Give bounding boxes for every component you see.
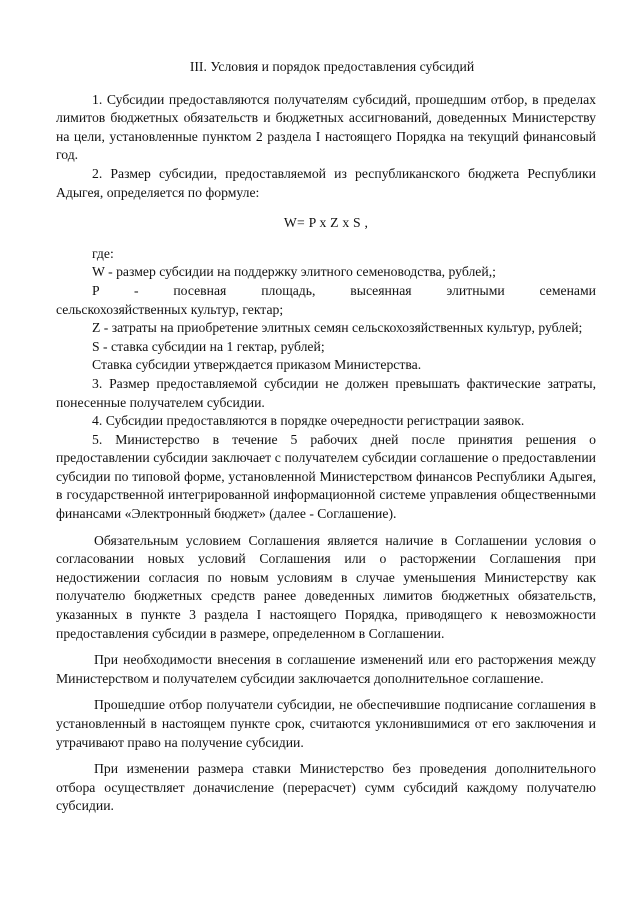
paragraph-4: 4. Субсидии предоставляются в порядке очередности регистрации заявок. — [92, 413, 525, 429]
paragraph-7: При необходимости внесения в соглашение изменений или его расторжения между Министерством и получателем субсидии заключается дополнительное соглашение. — [56, 652, 596, 686]
definition-p-line-2: сельскохозяйственных культур, гектар; — [56, 301, 284, 317]
paragraph-1: 1. Субсидии предоставляются получателям субсидий, прошедшим отбор, в пределах лимитов бюджетных обязательств и бюджетных ассигнований, доведенных Министерству на цели, установленные пунктом 2 раздела I настоящего Порядка на текущий финансовый год. — [56, 91, 596, 163]
definition-w: W - размер субсидии на поддержку элитного семеноводства, рублей,; — [92, 264, 496, 280]
paragraph-2: 2. Размер субсидии, предоставляемой из республиканского бюджета Республики Адыгея, определяется по формуле: — [56, 165, 596, 200]
rate-note: Ставка субсидии утверждается приказом Министерства. — [92, 357, 422, 373]
definition-s: S - ставка субсидии на 1 гектар, рублей; — [92, 338, 325, 354]
formula: W= P x Z x S , — [283, 215, 369, 231]
paragraph-5: 5. Министерство в течение 5 рабочих дней после принятия решения о предоставлении субсидии заключает с получателем субсидии соглашение о предоставлении субсидии по типовой форме, установленной Министерством финансов Республики Адыгея, в государственной интегрированной информационной системе управления общественными финансами «Электронный бюджет» (далее - Соглашение). — [56, 431, 596, 522]
definition-z: Z - затраты на приобретение элитных семян сельскохозяйственных культур, рублей; — [92, 320, 583, 336]
document-page — [56, 58, 596, 816]
paragraph-9: При изменении размера ставки Министерство без проведения дополнительного отбора осуществляет доначисление (перерасчет) сумм субсидий каждому получателю субсидии. — [56, 761, 596, 814]
where-label: где: — [92, 245, 114, 261]
section-title: III. Условия и порядок предоставления субсидий — [189, 59, 475, 74]
paragraph-8: Прошедшие отбор получатели субсидии, не обеспечившие подписание соглашения в установленный в настоящем пункте срок, считаются уклонившимися от его заключения и утрачивают право на получение субсидии. — [56, 697, 596, 750]
paragraph-6: Обязательным условием Соглашения является наличие в Соглашении условия о согласовании новых условий Соглашения или о расторжении Соглашения при недостижении согласия по новым условиям в случае уменьшения Министерству как получателю бюджетных средств ранее доведенных лимитов бюджетных обязательств, указанных в пункте 3 раздела I настоящего Порядка, приводящего к невозможности предоставления субсидии в размере, определенном в Соглашении. — [56, 532, 596, 641]
definition-p-line-1: P - посевная площадь, высеянная элитными семенами — [92, 282, 596, 298]
paragraph-3: 3. Размер предоставляемой субсидии не должен превышать фактические затраты, понесенные получателем субсидии. — [56, 375, 596, 410]
